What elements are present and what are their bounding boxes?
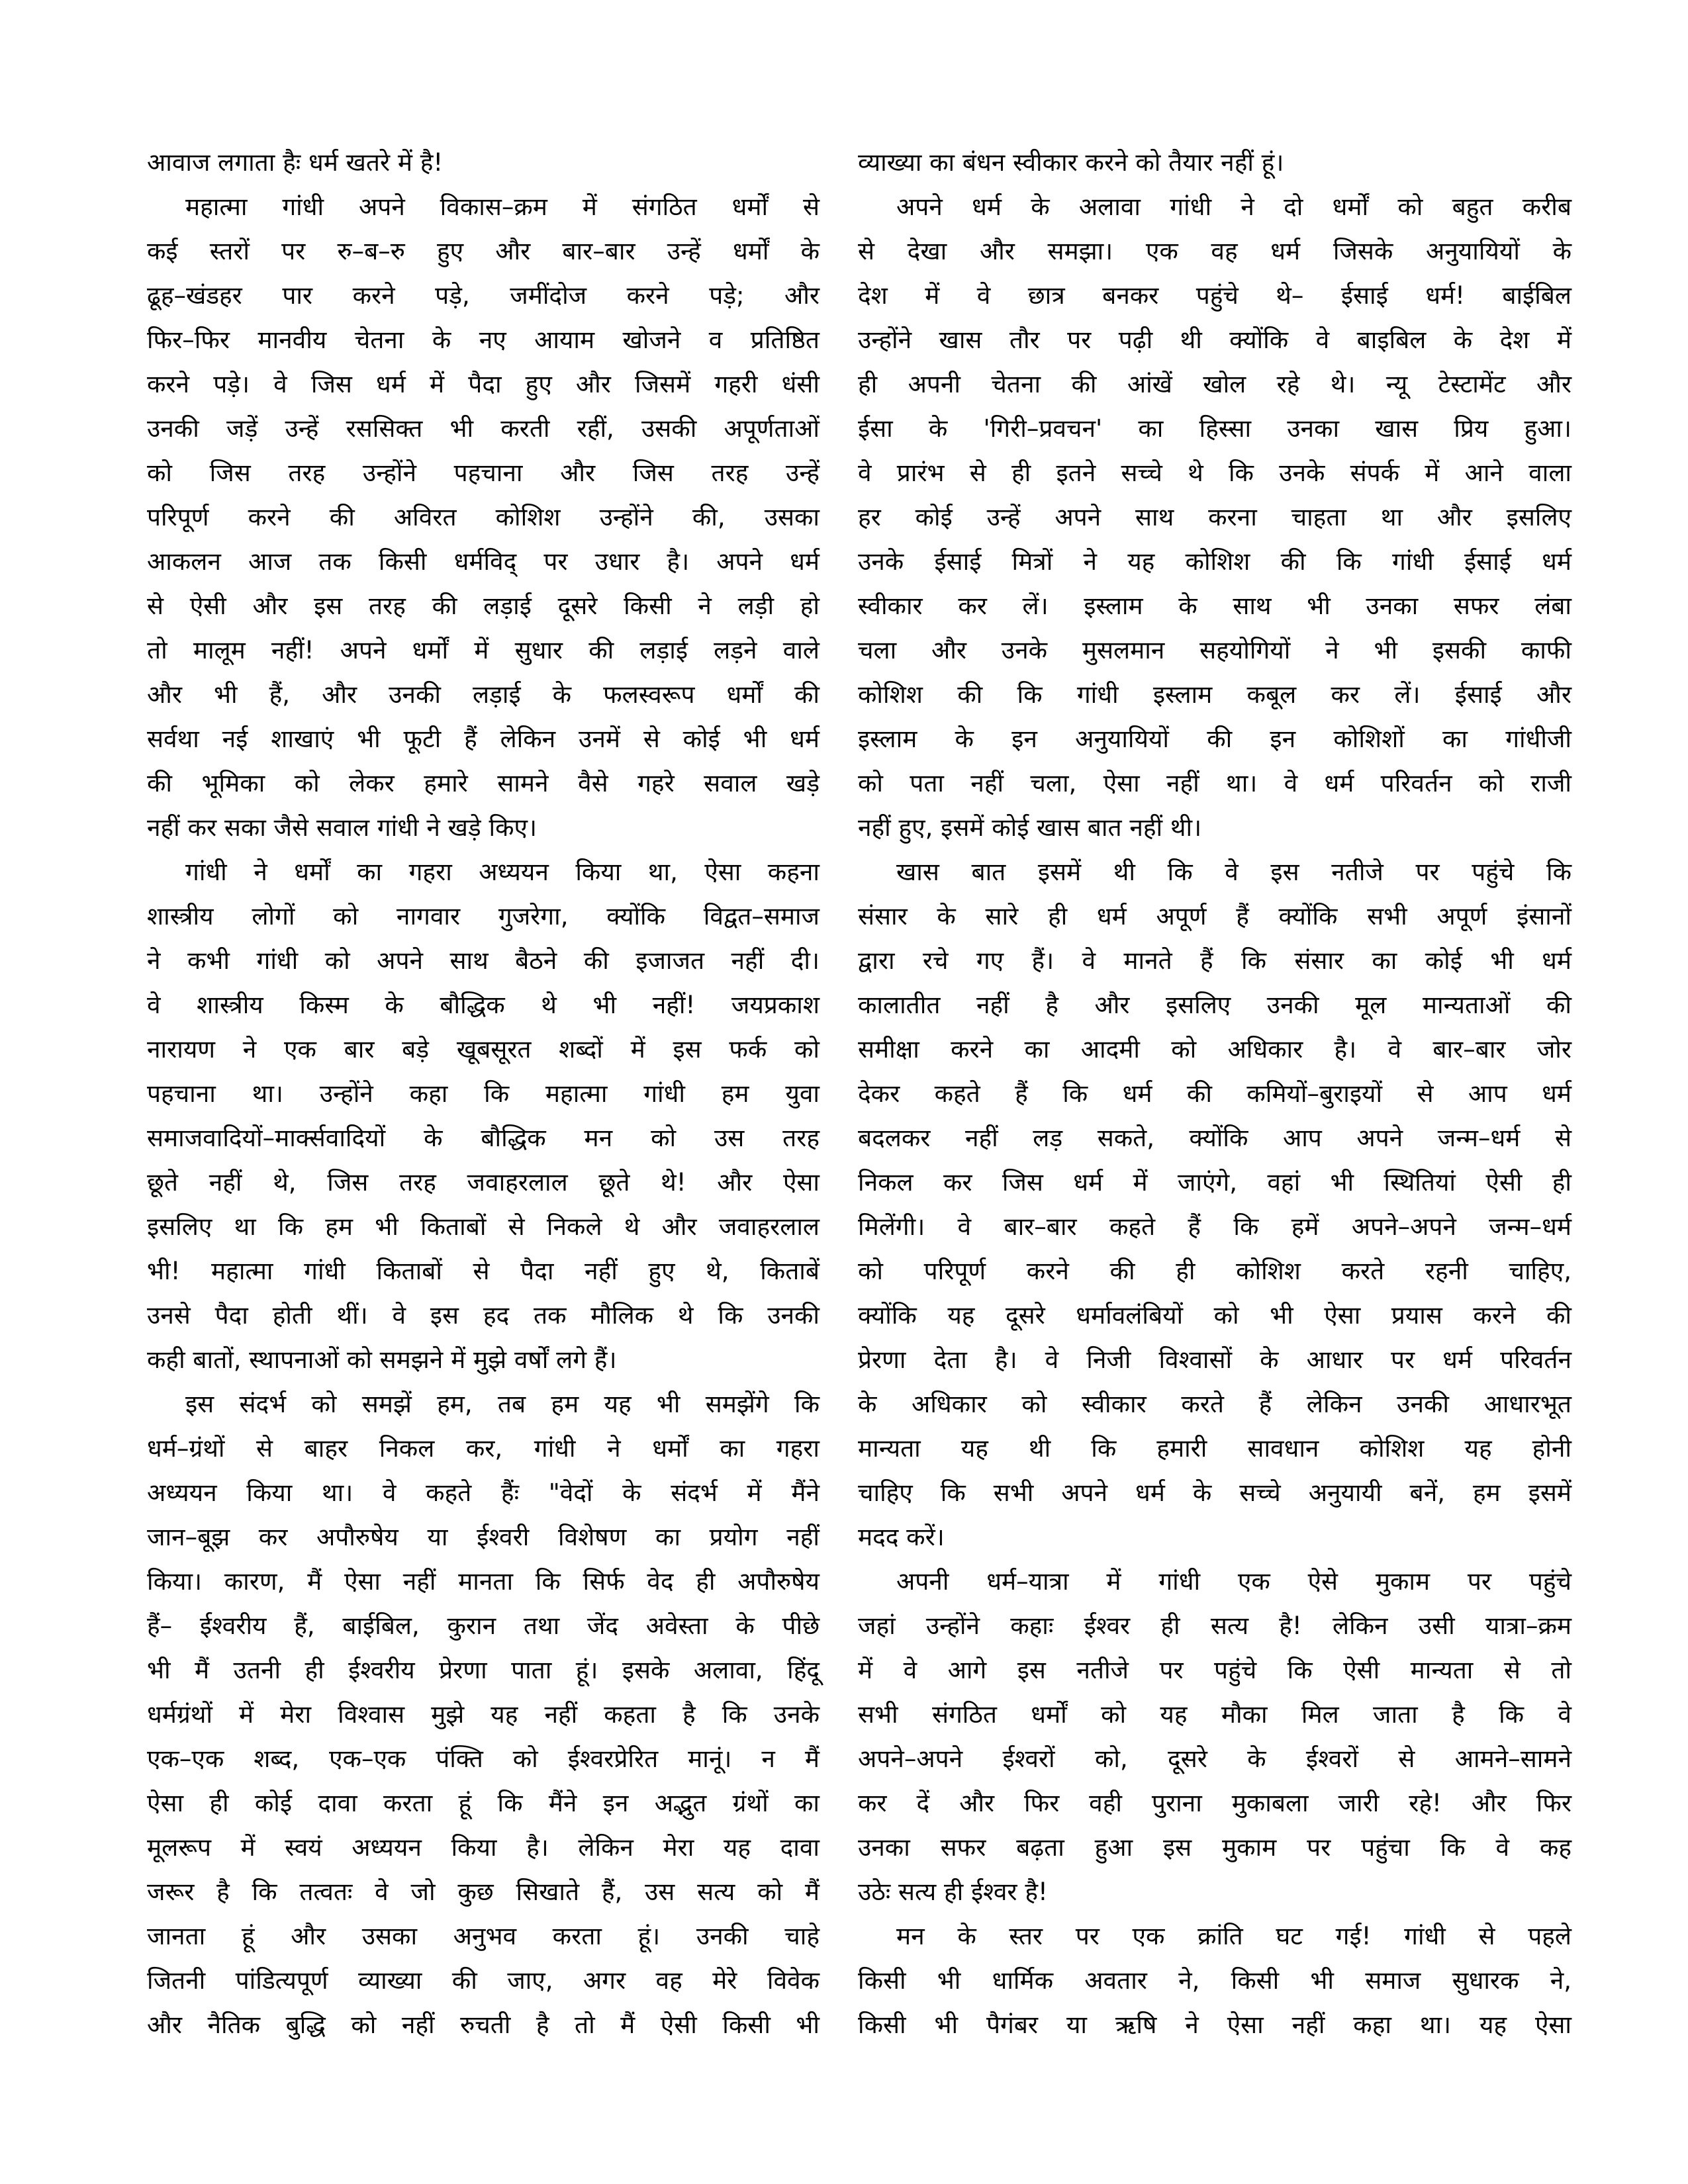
text-line: जानता हूं और उसका अनुभव करता हूं। उनकी चाहे (147, 1922, 820, 1950)
text-line: चला और उनके मुसलमान सहयोगियों ने भी इसकी काफी (858, 636, 1571, 664)
text-line: और नैतिक बुद्धि को नहीं रुचती है तो मैं ऐसी किसी भी (147, 2011, 820, 2039)
text-line: नारायण ने एक बार बड़े खूबसूरत शब्दों में इस फर्क को (147, 1035, 820, 1064)
text-line: व्याख्या का बंधन स्वीकार करने को तैयार नहीं हूं। (858, 148, 1284, 177)
text-line: कही बातों, स्थापनाओं को समझने में मुझे वर्षों लगे हैं। (147, 1345, 617, 1374)
text-line: मिलेंगी। वे बार–बार कहते हैं कि हमें अपने–अपने जन्म–धर्म (858, 1212, 1571, 1241)
text-columns (147, 140, 1571, 2047)
text-line: महात्मा गांधी अपने विकास–क्रम में संगठित धर्मों से (185, 193, 820, 221)
text-line: भी! महात्मा गांधी किताबों से पैदा नहीं हुए थे, किताबें (147, 1257, 820, 1285)
text-line: के अधिकार को स्वीकार करते हैं लेकिन उनकी आधारभूत (858, 1390, 1571, 1418)
text-line: स्वीकार कर लें। इस्लाम के साथ भी उनका सफर लंबा (858, 592, 1571, 620)
text-line: मान्यता यह थी कि हमारी सावधान कोशिश यह होनी (858, 1434, 1571, 1463)
text-line: ने कभी गांधी को अपने साथ बैठने की इजाजत नहीं दी। (147, 946, 820, 975)
text-line: कोशिश की कि गांधी इस्लाम कबूल कर लें। ईसाई और (858, 680, 1571, 709)
text-line: क्योंकि यह दूसरे धर्मावलंबियों को भी ऐसा प्रयास करने की (858, 1301, 1571, 1330)
text-line: करने पड़े। वे जिस धर्म में पैदा हुए और जिसमें गहरी धंसी (147, 370, 820, 398)
text-line: सभी संगठित धर्मों को यह मौका मिल जाता है कि वे (858, 1700, 1571, 1729)
text-line: से ऐसी और इस तरह की लड़ाई दूसरे किसी ने लड़ी हो (147, 592, 820, 620)
text-line: कई स्तरों पर रु–ब–रु हुए और बार–बार उन्हें धर्मों के (147, 237, 820, 265)
text-line: की भूमिका को लेकर हमारे सामने वैसे गहरे सवाल खड़े (147, 769, 820, 797)
text-line: सर्वथा नई शाखाएं भी फूटी हैं लेकिन उनमें से कोई भी धर्म (147, 725, 820, 753)
text-line: आवाज लगाता हैः धर्म खतरे में है! (147, 148, 444, 177)
text-line: वे शास्त्रीय किस्म के बौद्धिक थे भी नहीं! जयप्रकाश (147, 991, 820, 1019)
text-line: उन्होंने खास तौर पर पढ़ी थी क्योंकि वे बाइबिल के देश में (858, 326, 1571, 354)
text-line: उनके ईसाई मित्रों ने यह कोशिश की कि गांधी ईसाई धर्म (858, 547, 1571, 576)
text-line: धर्म–ग्रंथों से बाहर निकल कर, गांधी ने धर्मों का गहरा (147, 1434, 820, 1463)
text-line: परिपूर्ण करने की अविरत कोशिश उन्होंने की, उसका (147, 503, 820, 531)
text-line: को परिपूर्ण करने की ही कोशिश करते रहनी चाहिए, (858, 1257, 1571, 1285)
text-line: किसी भी धार्मिक अवतार ने, किसी भी समाज सुधारक ने, (858, 1966, 1571, 1995)
text-line: को पता नहीं चला, ऐसा नहीं था। वे धर्म परिवर्तन को राजी (858, 769, 1571, 797)
text-line: उनसे पैदा होती थीं। वे इस हद तक मौलिक थे कि उनकी (147, 1301, 820, 1330)
text-line: जरूर है कि तत्वतः वे जो कुछ सिखाते हैं, उस सत्य को मैं (147, 1878, 820, 1906)
text-column-left (147, 140, 820, 2047)
text-line: धर्मग्रंथों में मेरा विश्वास मुझे यह नहीं कहता है कि उनके (147, 1700, 820, 1729)
text-line: हैं– ईश्वरीय हैं, बाईबिल, कुरान तथा जेंद अवेस्ता के पीछे (147, 1612, 820, 1640)
text-line: नहीं कर सका जैसे सवाल गांधी ने खड़े किए। (147, 813, 537, 842)
text-line: फिर–फिर मानवीय चेतना के नए आयाम खोजने व प्रतिष्ठित (147, 326, 820, 354)
text-line: नहीं हुए, इसमें कोई खास बात नहीं थी। (858, 813, 1202, 842)
text-line: और भी हैं, और उनकी लड़ाई के फलस्वरूप धर्मों की (147, 680, 820, 709)
text-line: वे प्रारंभ से ही इतने सच्चे थे कि उनके संपर्क में आने वाला (858, 459, 1571, 487)
text-line: से देखा और समझा। एक वह धर्म जिसके अनुयायियों के (858, 237, 1571, 265)
text-line: देकर कहते हैं कि धर्म की कमियों–बुराइयों से आप धर्म (858, 1079, 1571, 1108)
text-line: हर कोई उन्हें अपने साथ करना चाहता था और इसलिए (858, 503, 1571, 531)
text-line: निकल कर जिस धर्म में जाएंगे, वहां भी स्थितियां ऐसी ही (858, 1168, 1571, 1197)
text-line: ऐसा ही कोई दावा करता हूं कि मैंने इन अद्भुत ग्रंथों का (147, 1789, 820, 1817)
text-line: ढूह–खंडहर पार करने पड़े, जमींदोज करने पड़े; और (147, 281, 820, 310)
text-line: अपने धर्म के अलावा गांधी ने दो धर्मों को बहुत करीब (896, 193, 1571, 221)
text-column-right (858, 140, 1571, 2047)
text-line: बदलकर नहीं लड़ सकते, क्योंकि आप अपने जन्म–धर्म से (858, 1124, 1571, 1152)
text-line: पहचाना था। उन्होंने कहा कि महात्मा गांधी हम युवा (147, 1079, 820, 1108)
text-line: में वे आगे इस नतीजे पर पहुंचे कि ऐसी मान्यता से तो (858, 1656, 1571, 1684)
text-line: अपनी धर्म–यात्रा में गांधी एक ऐसे मुकाम पर पहुंचे (896, 1567, 1571, 1596)
text-line: किसी भी पैगंबर या ऋषि ने ऐसा नहीं कहा था। यह ऐसा (858, 2011, 1571, 2039)
text-line: तो मालूम नहीं! अपने धर्मों में सुधार की लड़ाई लड़ने वाले (147, 636, 820, 664)
text-line: आकलन आज तक किसी धर्मविद् पर उधार है। अपने धर्म (147, 547, 820, 576)
text-line: को जिस तरह उन्होंने पहचाना और जिस तरह उन्हें (147, 459, 820, 487)
text-line: खास बात इसमें थी कि वे इस नतीजे पर पहुंचे कि (896, 858, 1571, 886)
text-line: कालातीत नहीं है और इसलिए उनकी मूल मान्यताओं की (858, 991, 1571, 1019)
text-line: एक–एक शब्द, एक–एक पंक्ति को ईश्वरप्रेरित मानूं। न मैं (147, 1745, 820, 1773)
text-line: उठेः सत्य ही ईश्वर है! (858, 1878, 1048, 1906)
text-line: इसलिए था कि हम भी किताबों से निकले थे और जवाहरलाल (147, 1212, 820, 1241)
text-line: मन के स्तर पर एक क्रांति घट गई! गांधी से पहले (896, 1922, 1571, 1950)
text-line: गांधी ने धर्मों का गहरा अध्ययन किया था, ऐसा कहना (185, 858, 820, 886)
text-line: अध्ययन किया था। वे कहते हैंः "वेदों के संदर्भ में मैंने (147, 1479, 820, 1507)
text-line: ईसा के 'गिरी–प्रवचन' का हिस्सा उनका खास प्रिय हुआ। (858, 414, 1571, 443)
text-line: चाहिए कि सभी अपने धर्म के सच्चे अनुयायी बनें, हम इसमें (858, 1479, 1571, 1507)
text-line: संसार के सारे ही धर्म अपूर्ण हैं क्योंकि सभी अपूर्ण इंसानों (858, 902, 1571, 931)
text-line: इस्लाम के इन अनुयायियों की इन कोशिशों का गांधीजी (858, 725, 1571, 753)
text-line: अपने–अपने ईश्वरों को, दूसरे के ईश्वरों से आमने–सामने (858, 1745, 1571, 1773)
text-line: उनका सफर बढ़ता हुआ इस मुकाम पर पहुंचा कि वे कह (858, 1833, 1571, 1862)
text-line: प्रेरणा देता है। वे निजी विश्वासों के आधार पर धर्म परिवर्तन (858, 1345, 1571, 1374)
text-line: जितनी पांडित्यपूर्ण व्याख्या की जाए, अगर वह मेरे विवेक (147, 1966, 820, 1995)
text-line: किया। कारण, मैं ऐसा नहीं मानता कि सिर्फ वेद ही अपौरुषेय (147, 1567, 820, 1596)
text-line: देश में वे छात्र बनकर पहुंचे थे– ईसाई धर्म! बाईबिल (858, 281, 1571, 310)
text-line: ही अपनी चेतना की आंखें खोल रहे थे। न्यू टेस्टामेंट और (858, 370, 1571, 398)
text-line: इस संदर्भ को समझें हम, तब हम यह भी समझेंगे कि (185, 1390, 820, 1418)
text-line: जहां उन्होंने कहाः ईश्वर ही सत्य है! लेकिन उसी यात्रा–क्रम (858, 1612, 1571, 1640)
text-line: उनकी जड़ें उन्हें रससिक्त भी करती रहीं, उसकी अपूर्णताओं (147, 414, 820, 443)
text-line: द्वारा रचे गए हैं। वे मानते हैं कि संसार का कोई भी धर्म (858, 946, 1571, 975)
text-line: समीक्षा करने का आदमी को अधिकार है। वे बार–बार जोर (858, 1035, 1571, 1064)
text-line: समाजवादियों–मार्क्सवादियों के बौद्धिक मन को उस तरह (147, 1124, 820, 1152)
text-line: कर दें और फिर वही पुराना मुकाबला जारी रहे! और फिर (858, 1789, 1571, 1817)
text-line: मदद करें। (858, 1523, 945, 1551)
text-line: भी मैं उतनी ही ईश्वरीय प्रेरणा पाता हूं। इसके अलावा, हिंदू (147, 1656, 820, 1684)
text-line: छूते नहीं थे, जिस तरह जवाहरलाल छूते थे! और ऐसा (147, 1168, 820, 1197)
text-line: शास्त्रीय लोगों को नागवार गुजरेगा, क्योंकि विद्वत–समाज (147, 902, 820, 931)
text-line: मूलरूप में स्वयं अध्ययन किया है। लेकिन मेरा यह दावा (147, 1833, 820, 1862)
text-line: जान–बूझ कर अपौरुषेय या ईश्वरी विशेषण का प्रयोग नहीं (147, 1523, 820, 1551)
